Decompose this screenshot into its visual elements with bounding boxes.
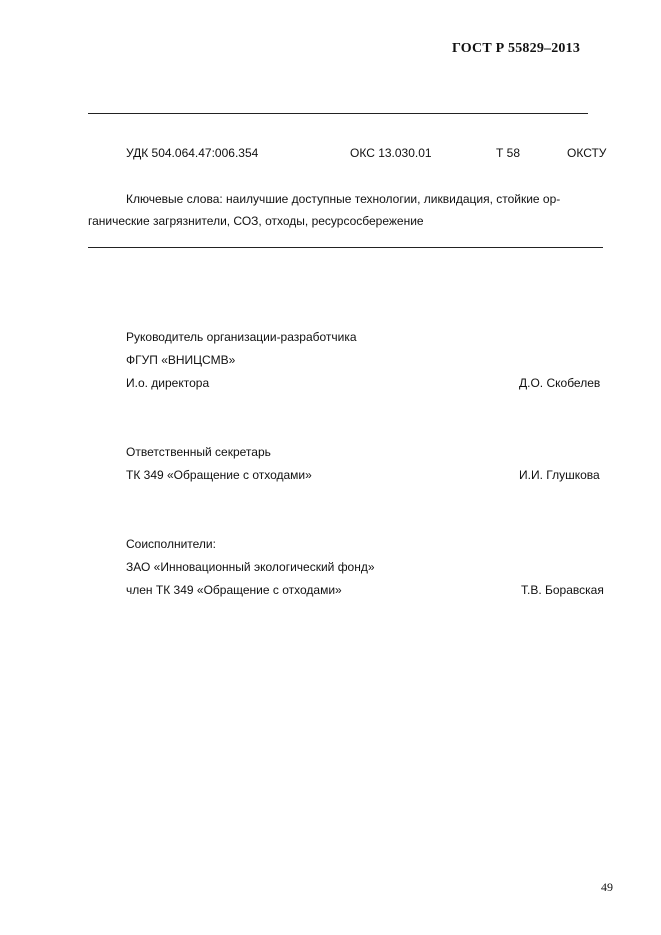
coexecutors-role: член ТК 349 «Обращение с отходами» <box>126 583 342 597</box>
document-header-standard: ГОСТ Р 55829–2013 <box>452 41 581 56</box>
developer-organization: ФГУП «ВНИЦСМВ» <box>126 353 236 367</box>
coexecutors-signatory-name: Т.В. Боравская <box>521 583 604 597</box>
keywords-line-1: Ключевые слова: наилучшие доступные технологии, ликвидация, стойкие ор- <box>126 192 561 206</box>
secretary-committee: ТК 349 «Обращение с отходами» <box>126 468 312 482</box>
t-code: Т 58 <box>496 146 521 160</box>
secretary-signatory-name: И.И. Глушкова <box>519 468 600 482</box>
okstu-code: ОКСТУ <box>567 146 607 160</box>
secretary-heading: Ответственный секретарь <box>126 445 271 459</box>
keywords-line-2: ганические загрязнители, СОЗ, отходы, ресурсосбережение <box>88 214 424 228</box>
oks-code: ОКС 13.030.01 <box>350 146 432 160</box>
top-divider <box>88 113 588 114</box>
keywords-divider <box>88 247 603 248</box>
page-number: 49 <box>601 880 613 894</box>
developer-signatory-name: Д.О. Скобелев <box>519 376 601 390</box>
udk-code: УДК 504.064.47:006.354 <box>126 146 259 160</box>
developer-role: И.о. директора <box>126 376 210 390</box>
coexecutors-organization: ЗАО «Инновационный экологический фонд» <box>126 560 375 574</box>
coexecutors-heading: Соисполнители: <box>126 537 216 551</box>
developer-heading: Руководитель организации-разработчика <box>126 330 357 344</box>
